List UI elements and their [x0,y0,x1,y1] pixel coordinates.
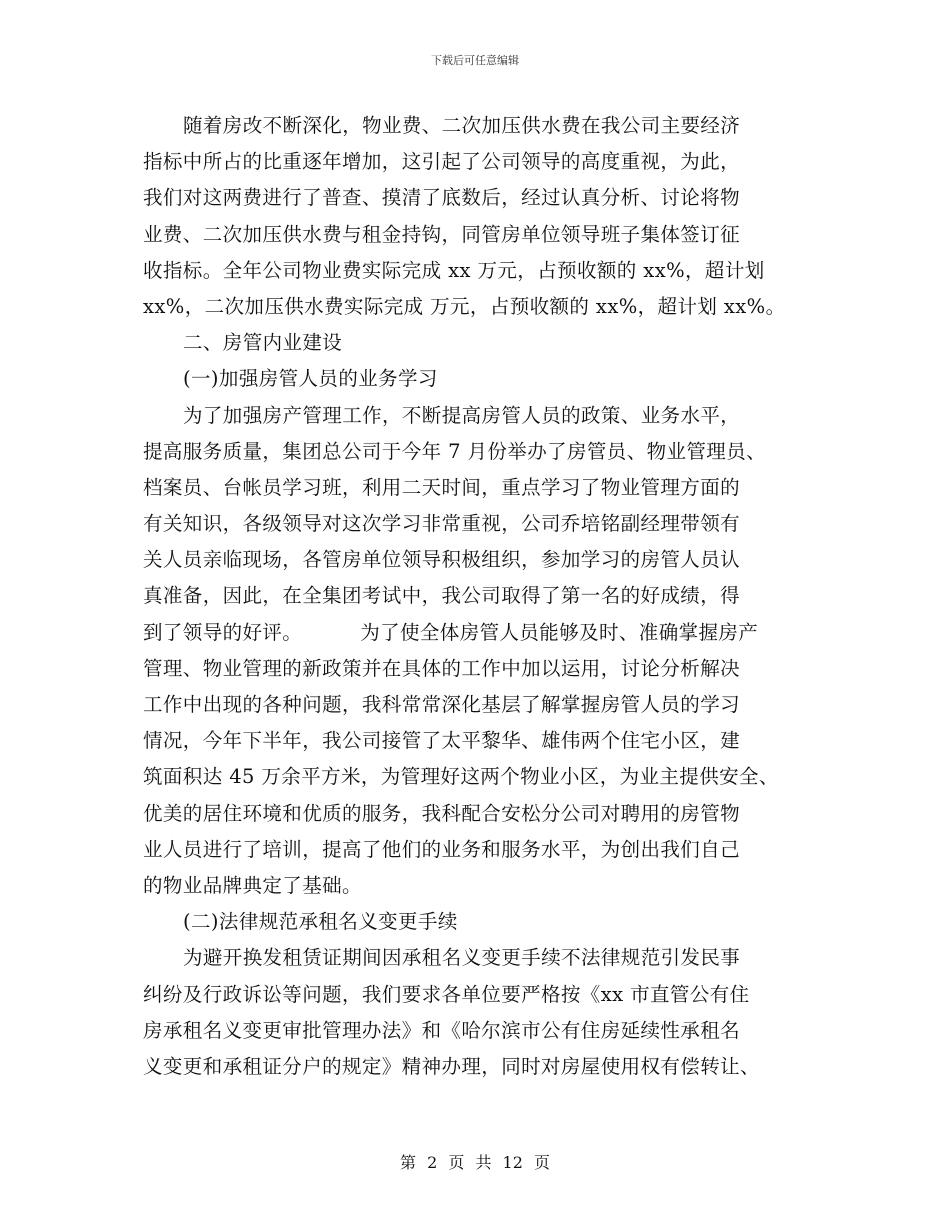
text-line: 义变更和承租证分户的规定》精神办理，同时对房屋使用权有偿转让、 [143,1054,760,1078]
text-line: 管理、物业管理的新政策并在具体的工作中加以运用，讨论分析解决 [143,656,741,680]
text-line: 档案员、台帐员学习班，利用二天时间，重点学习了物业管理方面的 [143,475,741,499]
page-number-footer: 第 2 页 共 12 页 [400,1153,550,1172]
text-segment: 到了领导的好评。 [143,620,303,644]
document-body [143,108,823,1085]
text-line: 收指标。全年公司物业费实际完成 xx 万元，占预收额的 xx%，超计划 [143,258,765,282]
text-line: 真准备，因此，在全集团考试中，我公司取得了第一名的好成绩，得 [143,584,741,608]
text-line: 情况，今年下半年，我公司接管了太平黎华、雄伟两个住宅小区，建 [143,729,741,753]
text-line-split [143,615,823,651]
page-header: 下载后可任意编辑 [431,54,519,67]
text-line: 优美的居住环境和优质的服务，我科配合安松分公司对聘用的房管物 [143,801,741,825]
text-segment: 为了使全体房管人员能够及时、准确掌握房产 [360,620,759,644]
text-line: 关人员亲临现场，各管房单位领导积极组织，参加学习的房管人员认 [143,548,741,572]
text-line: 有关知识，各级领导对这次学习非常重视，公司乔培铭副经理带领有 [143,512,741,536]
text-line: 纠纷及行政诉讼等问题，我们要求各单位要严格按《xx 市直管公有住 [143,982,750,1006]
text-line: xx%，二次加压供水费实际完成 万元，占预收额的 xx%，超计划 xx%。 [143,294,786,318]
text-line: 的物业品牌典定了基础。 [143,873,362,897]
text-line: 提高服务质量，集团总公司于今年 7 月份举办了房管员、物业管理员、 [143,439,767,463]
text-line: 为了加强房产管理工作，不断提高房管人员的政策、业务水平， [183,403,741,427]
text-line: 业人员进行了培训，提高了他们的业务和服务水平，为创出我们自己 [143,837,741,861]
text-line: 我们对这两费进行了普查、摸清了底数后，经过认真分析、讨论将物 [143,186,741,210]
section-heading: 二、房管内业建设 [183,331,343,355]
text-line: 业费、二次加压供水费与租金持钩，同管房单位领导班子集体签订征 [143,222,741,246]
text-line: 房承租名义变更审批管理办法》和《哈尔滨市公有住房延续性承租名 [143,1018,741,1042]
text-line: 工作中出现的各种问题，我科常常深化基层了解掌握房管人员的学习 [143,693,741,716]
subsection-heading: (一)加强房管人员的业务学习 [183,367,438,391]
subsection-heading: (二)法律规范承租名义变更手续 [183,910,458,934]
text-line: 随着房改不断深化，物业费、二次加压供水费在我公司主要经济 [183,114,741,137]
text-line: 筑面积达 45 万余平方米，为管理好这两个物业小区，为业主提供安全、 [143,765,779,789]
text-line: 指标中所占的比重逐年增加，这引起了公司领导的高度重视，为此， [143,150,741,174]
text-line: 为避开换发租赁证期间因承租名义变更手续不法律规范引发民事 [183,946,741,970]
